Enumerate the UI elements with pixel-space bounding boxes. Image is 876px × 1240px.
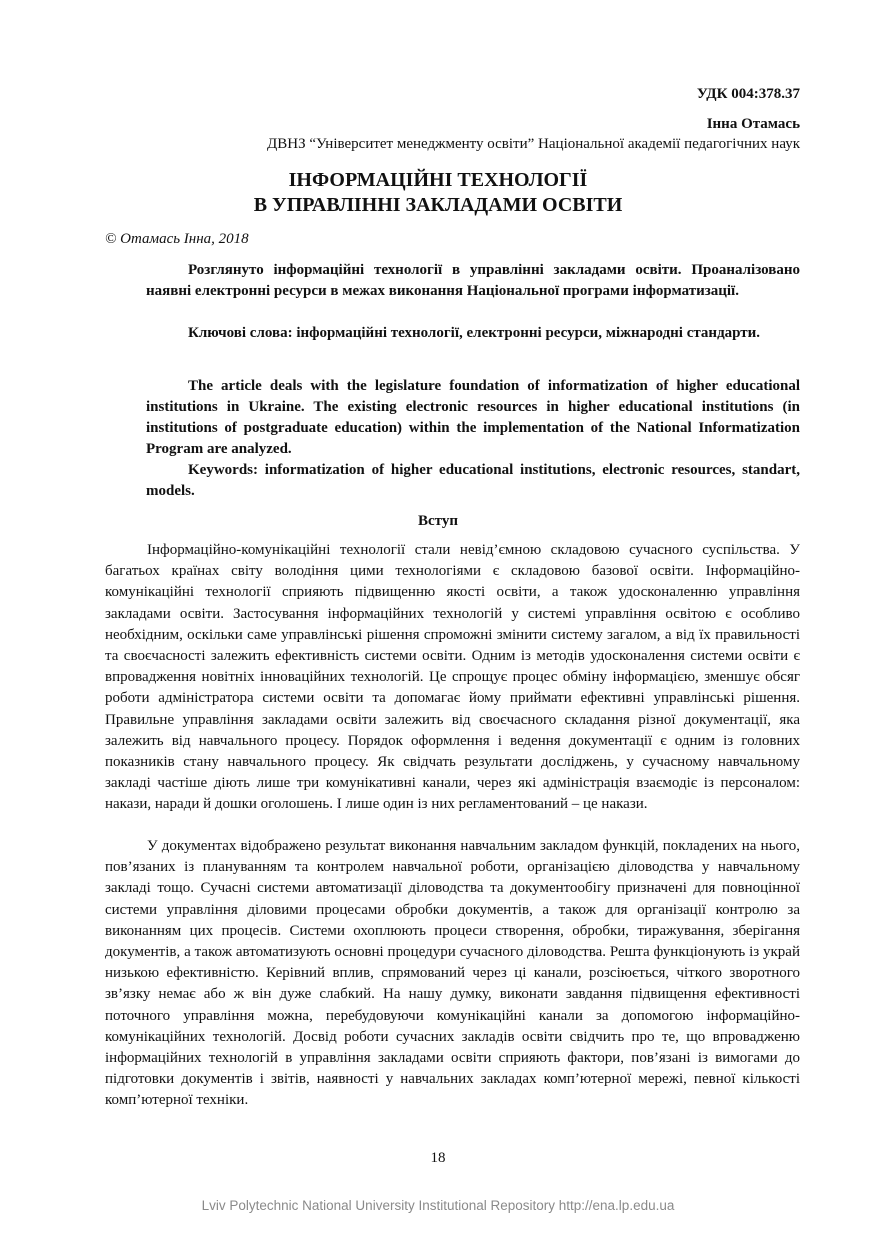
paper-title-line-2: В УПРАВЛІННІ ЗАКЛАДАМИ ОСВІТИ [253, 194, 623, 216]
author-name: Інна Отамась [706, 116, 800, 132]
paper-title [0, 168, 876, 218]
abstract-ukrainian: Розглянуто інформаційні технології в управлінні закладами освіти. Проаналізовано наявні електронні ресурси в межах виконання Національної програми інформатизації. [146, 262, 800, 299]
abstract-english: The article deals with the legislature foundation of informatization of higher educational institutions in Ukraine. The existing electronic resources in higher educational institutions (in institutions of postgraduate education) within the implementation of the National Informatization Program are analyzed. [146, 378, 800, 457]
body-paragraph: У документах відображено результат виконання навчальним закладом функцій, покладених на нього, пов’язаних із плануванням та контролем навчальної роботи, організацією діловодства у навчальному закладі тощо. Сучасні системи автоматизації діловодства та документообігу призначені для повноцінної системи управління діловими процесами обробки документів, а також для організації контролю за виконанням цих процесів. Системи охоплюють процеси створення, обробки, тиражування, зберігання документів, а також автоматизують основні процедури сучасного діловодства. Решта функціонують із украй низькою ефективністю. Керівний вплив, спрямований через ці канали, розсіюється, чіткого зворотного зв’язку немає або ж він дуже слабкий. На нашу думку, виконати завдання підвищення ефективності поточного управління можна, перебудовуючи комунікаційні канали за допомогою інформаційно-комунікаційних технологій. Досвід роботи сучасних закладів освіти свідчить про те, що впровадженю інформаційних технологій в управління закладами освіти сприяють фактори, пов’язані із вимогами до підготовки документів і звітів, наявності у навчальних закладах комп’ютерної мережі, певної кількості комп’ютерної техніки. [105, 838, 800, 1109]
keywords-english: Keywords: informatization of higher educational institutions, electronic resources, standart, models. [146, 462, 800, 499]
page-number: 18 [430, 1150, 446, 1166]
body-paragraph: Інформаційно-комунікаційні технології стали невід’ємною складовою сучасного суспільства. У багатьох країнах світу володіння цими технологіями є складовою базової освіти. Інформаційно-комунікаційні технології сприяють підвищенню якості освіти, а також удосконаленню управління закладами освіти. Застосування інформаційних технологій у системі управління освітою є особливо необхідним, оскільки саме управлінські рішення спроможні змінити систему загалом, а від їх правильності та своєчасності залежить ефективність системи освіти. Одним із методів удосконалення системи освіти є впровадження новітніх інноваційних технологій. Це спрощує процес обміну інформацією, зменшує обсяг роботи адміністратора системи освіти та допомагає йому приймати ефективні управлінські рішення. Правильне управління закладами освіти залежить від своєчасного складання різної документації, яка залежить від навчального процесу. Порядок оформлення і ведення документації є одним із головних показників стану навчального процесу. Як свідчать результати досліджень, у сучасному навчальному закладі частіше діють лише три комунікативні канали, через які адміністрація взаємодіє із персоналом: накази, наради й дошки оголошень. І лише один із них регламентований – це накази. [105, 542, 800, 813]
keywords-ukrainian: Ключові слова: інформаційні технології, електронні ресурси, міжнародні стандарти. [188, 325, 761, 341]
copyright-notice: © Отамась Інна, 2018 [105, 231, 249, 247]
paper-title-line-1: ІНФОРМАЦІЙНІ ТЕХНОЛОГІЇ [288, 169, 588, 191]
udk-code: УДК 004:378.37 [696, 86, 800, 102]
author-affiliation: ДВНЗ “Університет менеджменту освіти” Національної академії педагогічних наук [267, 136, 800, 152]
section-heading-introduction: Вступ [418, 513, 458, 529]
repository-footer: Lviv Polytechnic National University Institutional Repository http://ena.lp.edu.ua [201, 1198, 675, 1213]
